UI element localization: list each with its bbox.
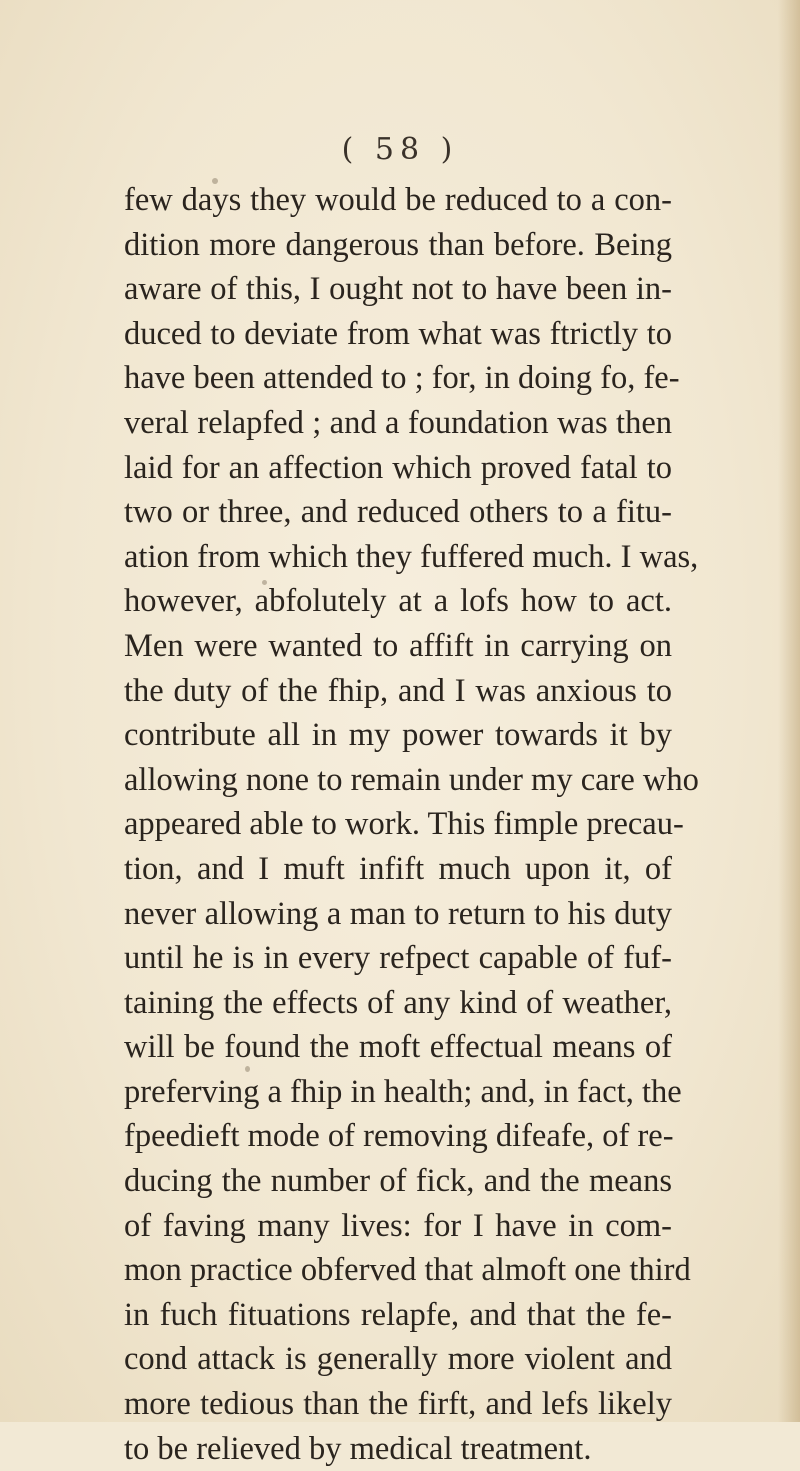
text-line: few days they would be reduced to a con- <box>124 182 672 218</box>
text-line: aware of this, I ought not to have been in- <box>124 271 672 308</box>
text-line: taining the effects of any kind of weather, <box>124 984 672 1021</box>
page-edge-shadow <box>778 0 800 1422</box>
page-number: ( 58 ) <box>341 132 459 167</box>
text-line: veral relapfed ; and a foundation was then <box>124 404 672 441</box>
text-line: more tedious than the firft, and lefs likely <box>124 1386 672 1423</box>
text-line: mon practice obferved that almoft one third <box>124 1252 691 1289</box>
text-line: contribute all in my power towards it by <box>124 717 672 754</box>
text-line: of faving many lives: for I have in com- <box>124 1207 672 1244</box>
text-line: until he is in every refpect capable of fuf- <box>124 940 672 977</box>
text-line: have been attended to ; for, in doing fo, fe- <box>124 360 680 397</box>
text-line: will be found the moft effectual means of <box>124 1029 672 1066</box>
text-line: dition more dangerous than before. Being <box>124 226 672 263</box>
text-line: ducing the number of fick, and the means <box>124 1163 672 1200</box>
text-line: ation from which they fuffered much. I was, <box>124 538 699 575</box>
text-line: allowing none to remain under my care who <box>124 761 699 798</box>
text-line: two or three, and reduced others to a fitu- <box>124 494 672 531</box>
text-line: laid for an affection which proved fatal to <box>124 449 672 486</box>
text-line: tion, and I muft infift much upon it, of <box>124 850 672 887</box>
text-line: the duty of the fhip, and I was anxious to <box>124 672 672 709</box>
text-line: duced to deviate from what was ftrictly to <box>124 315 672 352</box>
text-line: appeared able to work. This fimple precau- <box>124 806 684 843</box>
text-line: Men were wanted to affift in carrying on <box>124 627 672 664</box>
text-line: cond attack is generally more violent and <box>124 1341 672 1378</box>
text-line: to be relieved by medical treatment. <box>124 1430 592 1467</box>
text-line: never allowing a man to return to his duty <box>124 895 672 932</box>
body-text <box>124 178 699 1471</box>
text-line: in fuch fituations relapfe, and that the fe- <box>124 1296 672 1333</box>
text-line: fpeedieft mode of removing difeafe, of re- <box>124 1118 674 1155</box>
text-line: however, abfolutely at a lofs how to act. <box>124 583 672 620</box>
text-line: preferving a fhip in health; and, in fact, the <box>124 1073 682 1110</box>
